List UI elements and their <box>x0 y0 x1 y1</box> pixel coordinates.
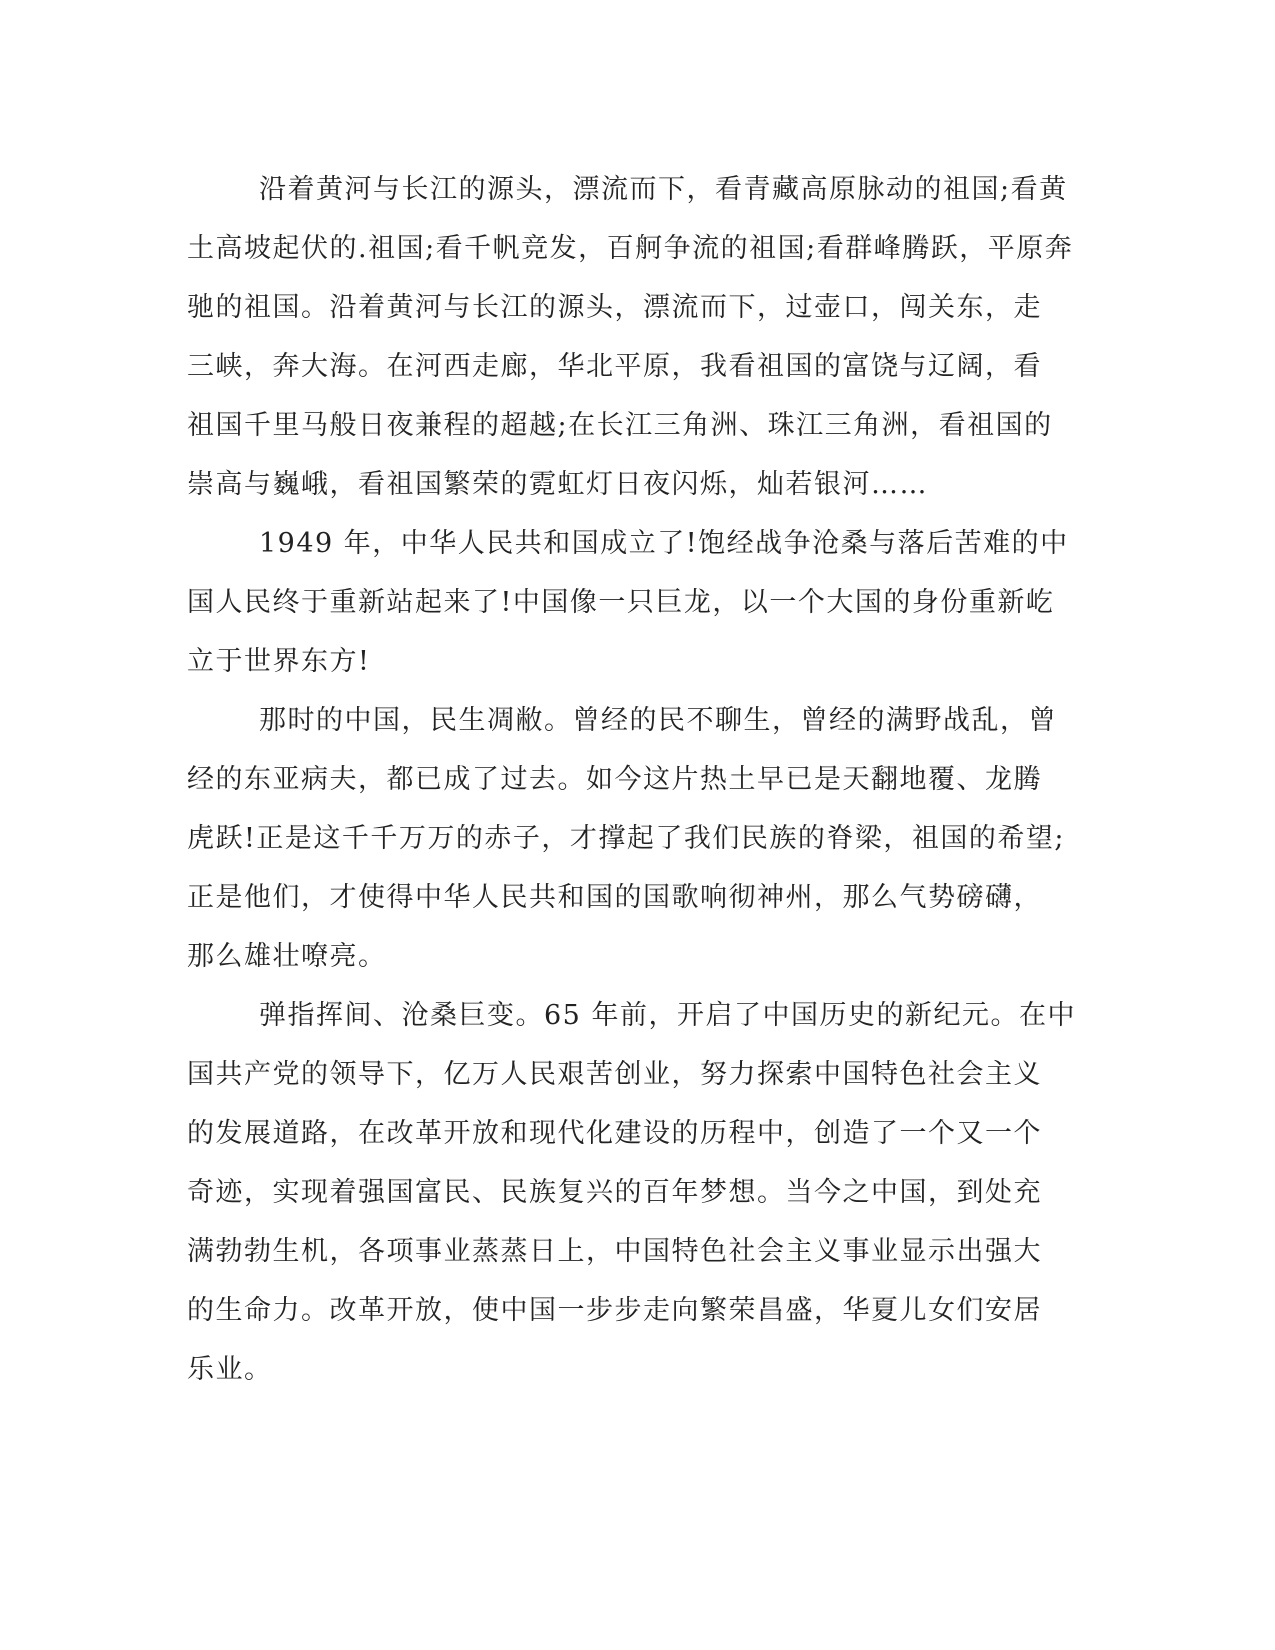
paragraph-4-line-5: 满勃勃生机，各项事业蒸蒸日上，中国特色社会主义事业显示出强大 <box>187 1236 1042 1267</box>
paragraph-4-line-6: 的生命力。改革开放，使中国一步步走向繁荣昌盛，华夏儿女们安居 <box>187 1295 1042 1326</box>
paragraph-1-line-6: 崇高与巍峨，看祖国繁荣的霓虹灯日夜闪烁，灿若银河…… <box>187 469 928 500</box>
paragraph-4-line-4: 奇迹，实现着强国富民、民族复兴的百年梦想。当今之中国，到处充 <box>187 1177 1042 1208</box>
paragraph-4-line-1: 弹指挥间、沧桑巨变。65 年前，开启了中国历史的新纪元。在中 <box>259 1000 1076 1031</box>
paragraph-4-line-2: 国共产党的领导下，亿万人民艰苦创业，努力探索中国特色社会主义 <box>187 1059 1042 1090</box>
paragraph-2-line-1: 1949 年，中华人民共和国成立了!饱经战争沧桑与落后苦难的中 <box>259 528 1069 559</box>
paragraph-1-line-4: 三峡，奔大海。在河西走廊，华北平原，我看祖国的富饶与辽阔，看 <box>187 351 1042 382</box>
paragraph-3-line-5: 那么雄壮嘹亮。 <box>187 941 387 972</box>
paragraph-1-line-3: 驰的祖国。沿着黄河与长江的源头，漂流而下，过壶口，闯关东，走 <box>187 292 1042 323</box>
paragraph-3-line-3: 虎跃!正是这千千万万的赤子，才撑起了我们民族的脊梁，祖国的希望; <box>187 823 1065 854</box>
paragraph-3-line-1: 那时的中国，民生凋敝。曾经的民不聊生，曾经的满野战乱，曾 <box>259 705 1057 736</box>
paragraph-3-line-4: 正是他们，才使得中华人民共和国的国歌响彻神州，那么气势磅礴， <box>187 882 1042 913</box>
paragraph-2-line-3: 立于世界东方! <box>187 646 371 677</box>
paragraph-1-line-5: 祖国千里马般日夜兼程的超越;在长江三角洲、珠江三角洲，看祖国的 <box>187 410 1053 441</box>
paragraph-1-line-1: 沿着黄河与长江的源头，漂流而下，看青藏高原脉动的祖国;看黄 <box>259 174 1068 205</box>
paragraph-4-line-7: 乐业。 <box>187 1354 273 1385</box>
document-body <box>187 160 1076 1399</box>
paragraph-4-line-3: 的发展道路，在改革开放和现代化建设的历程中，创造了一个又一个 <box>187 1118 1042 1149</box>
paragraph-1-line-2: 土高坡起伏的.祖国;看千帆竞发，百舸争流的祖国;看群峰腾跃，平原奔 <box>187 233 1074 264</box>
paragraph-2-line-2: 国人民终于重新站起来了!中国像一只巨龙，以一个大国的身份重新屹 <box>187 587 1055 618</box>
paragraph-3-line-2: 经的东亚病夫，都已成了过去。如今这片热土早已是天翻地覆、龙腾 <box>187 764 1042 795</box>
